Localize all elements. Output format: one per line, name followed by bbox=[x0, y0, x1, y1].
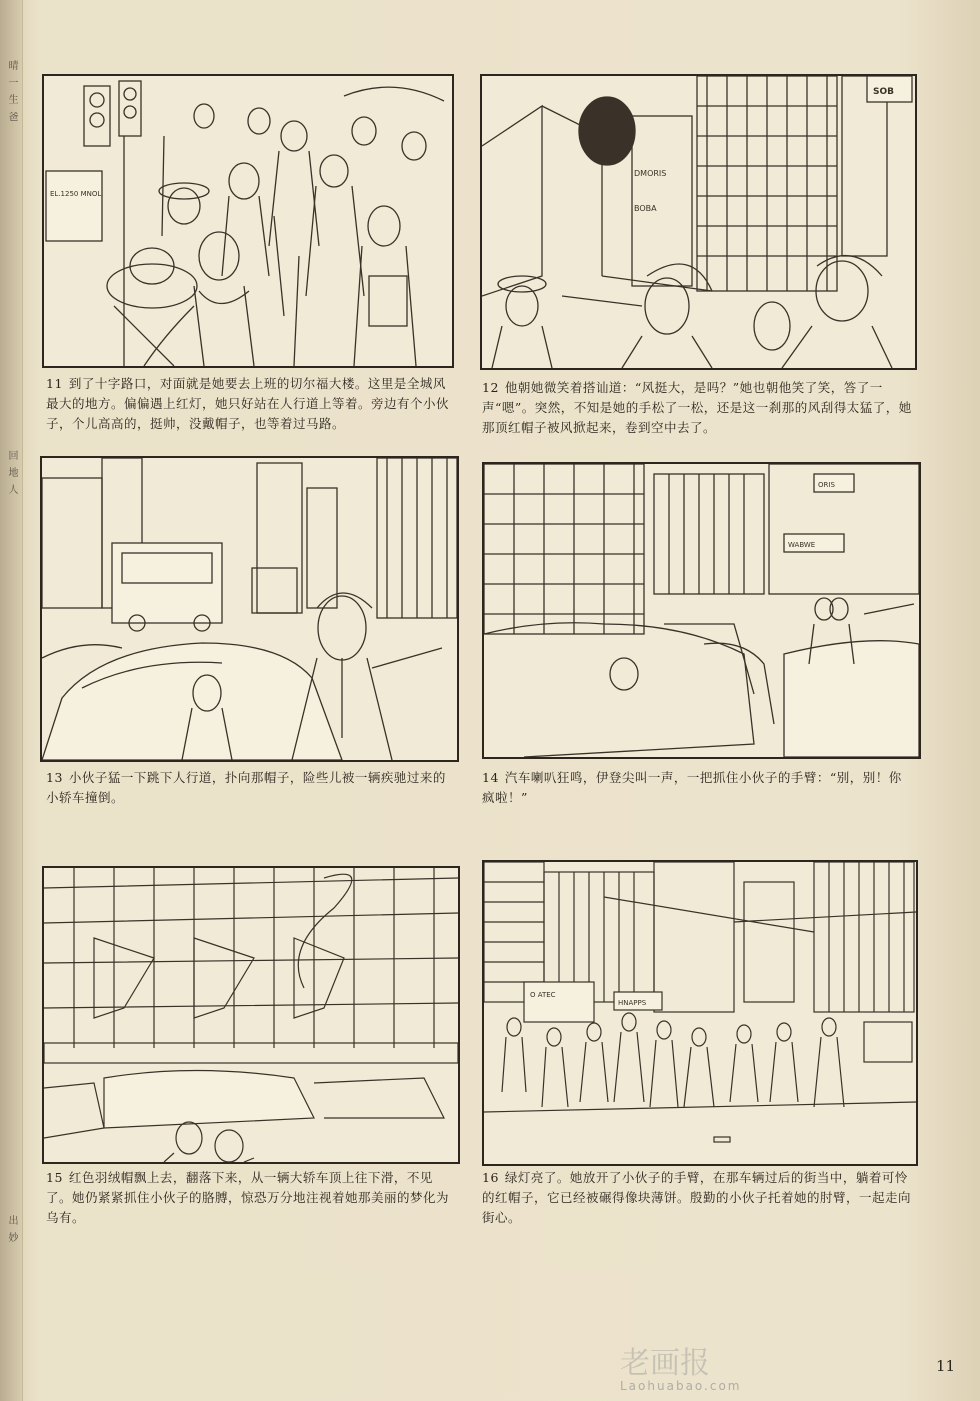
panel-12-sign-1: DMORIS bbox=[634, 169, 667, 178]
caption-16-text: 绿灯亮了。她放开了小伙子的手臂，在那车辆过后的街当中，躺着可怜的红帽子，它已经被碾得像块薄饼。殷勤的小伙子托着她的肘臂，一起走向街心。 bbox=[482, 1170, 912, 1225]
panel-11-sign: EL.1250 MNOL bbox=[50, 190, 102, 198]
comic-panel-15 bbox=[42, 866, 460, 1164]
caption-14-text: 汽车喇叭狂鸣，伊登尖叫一声，一把抓住小伙子的手臂：“别，别！你疯啦！” bbox=[482, 770, 902, 805]
margin-text-middle: 回 地 人 bbox=[6, 450, 17, 497]
caption-15-number: 15 bbox=[46, 1170, 63, 1185]
panel-14-sign-2: WABWE bbox=[788, 541, 816, 549]
caption-12-text: 他朝她微笑着搭讪道：“风挺大，是吗？”她也朝他笑了笑，答了一声“嗯”。突然，不知是她的手松了一松，还是这一刹那的风刮得太猛了，她那顶红帽子被风掀起来，卷到空中去了。 bbox=[482, 380, 912, 435]
comic-panel-12 bbox=[480, 74, 917, 370]
caption-13-number: 13 bbox=[46, 770, 63, 785]
caption-15 bbox=[46, 1168, 456, 1228]
comic-panel-14 bbox=[482, 462, 921, 759]
watermark-logo-text: 老画报 bbox=[620, 1346, 710, 1379]
panel-16-sign-1: HNAPPS bbox=[618, 999, 647, 1007]
caption-12-number: 12 bbox=[482, 380, 499, 395]
panel-16-illustration bbox=[484, 862, 916, 1164]
caption-11 bbox=[46, 374, 456, 434]
watermark-url: Laohuabao.com bbox=[620, 1379, 742, 1393]
page-number: 11 bbox=[936, 1357, 956, 1375]
panel-12-illustration bbox=[482, 76, 915, 368]
margin-text-top: 晴 一 生 爸 bbox=[6, 60, 17, 124]
comic-panel-16 bbox=[482, 860, 918, 1166]
page-binding bbox=[0, 0, 23, 1401]
caption-11-text: 到了十字路口，对面就是她要去上班的切尔福大楼。这里是全城风最大的地方。偏偏遇上红灯，她只好站在人行道上等着。旁边有个小伙子，个儿高高的，挺帅，没戴帽子，也等着过马路。 bbox=[46, 376, 450, 431]
panel-14-sign-1: ORIS bbox=[818, 481, 835, 489]
comic-panel-13 bbox=[40, 456, 459, 762]
panel-14-illustration bbox=[484, 464, 919, 757]
caption-16 bbox=[482, 1168, 914, 1228]
panel-12-sign-2: BOBA bbox=[634, 204, 657, 213]
caption-11-number: 11 bbox=[46, 376, 63, 391]
comic-panel-11 bbox=[42, 74, 454, 368]
caption-14-number: 14 bbox=[482, 770, 499, 785]
panel-13-illustration bbox=[42, 458, 457, 760]
caption-12 bbox=[482, 378, 914, 438]
panel-11-illustration bbox=[44, 76, 452, 366]
margin-text-bottom: 出 妙 bbox=[6, 1215, 17, 1245]
panel-16-sign-2: O ATEC bbox=[530, 991, 556, 999]
caption-14 bbox=[482, 768, 914, 808]
caption-16-number: 16 bbox=[482, 1170, 499, 1185]
watermark-logo bbox=[620, 1345, 790, 1379]
site-watermark bbox=[620, 1345, 810, 1395]
caption-15-text: 红色羽绒帽飘上去，翻落下来，从一辆大轿车顶上往下滑，不见了。她仍紧紧抓住小伙子的胳膊，惊恐万分地注视着她那美丽的梦化为乌有。 bbox=[46, 1170, 450, 1225]
caption-13-text: 小伙子猛一下跳下人行道，扑向那帽子，险些儿被一辆疾驰过来的小轿车撞倒。 bbox=[46, 770, 446, 805]
panel-15-illustration bbox=[44, 868, 458, 1162]
panel-12-sign-3: SOB bbox=[873, 87, 894, 97]
caption-13 bbox=[46, 768, 456, 808]
